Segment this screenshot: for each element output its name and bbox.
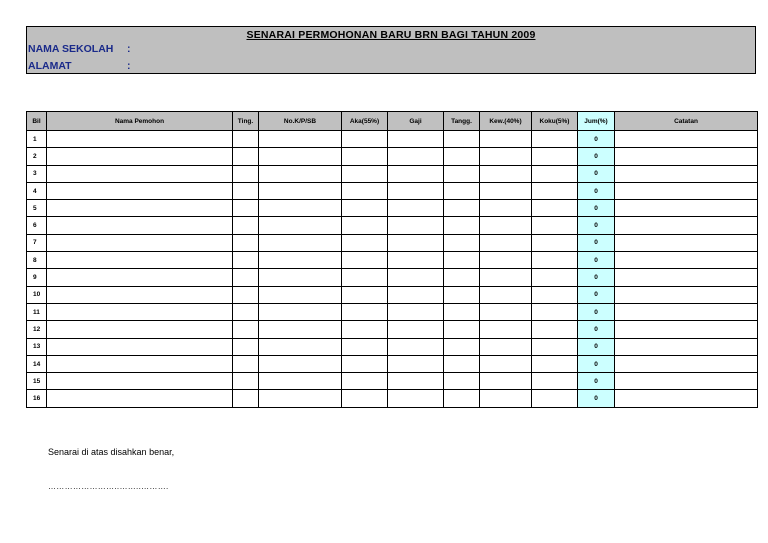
kew-cell[interactable] xyxy=(480,165,532,182)
kew-cell[interactable] xyxy=(480,390,532,407)
aka-cell[interactable] xyxy=(342,390,388,407)
ting-cell[interactable] xyxy=(233,269,259,286)
koku-cell[interactable] xyxy=(532,321,578,338)
row-number-cell: 4 xyxy=(27,182,47,199)
koku-cell[interactable] xyxy=(532,252,578,269)
catatan-cell[interactable] xyxy=(615,390,758,407)
address-colon: : xyxy=(127,60,131,72)
aka-cell[interactable] xyxy=(342,373,388,390)
row-number-cell: 16 xyxy=(27,390,47,407)
catatan-cell[interactable] xyxy=(615,148,758,165)
applicant-table xyxy=(26,111,758,408)
kew-cell[interactable] xyxy=(480,217,532,234)
kew-cell[interactable] xyxy=(480,200,532,217)
ting-cell[interactable] xyxy=(233,252,259,269)
col-header-koku: Koku(5%) xyxy=(532,112,578,131)
kew-cell[interactable] xyxy=(480,355,532,372)
nama-pemohon-cell[interactable] xyxy=(47,303,233,320)
jum-cell: 0 xyxy=(578,234,615,251)
jum-cell: 0 xyxy=(578,165,615,182)
catatan-cell[interactable] xyxy=(615,165,758,182)
catatan-cell[interactable] xyxy=(615,217,758,234)
catatan-cell[interactable] xyxy=(615,303,758,320)
gaji-cell[interactable] xyxy=(388,165,444,182)
ting-cell[interactable] xyxy=(233,390,259,407)
catatan-cell[interactable] xyxy=(615,234,758,251)
aka-cell[interactable] xyxy=(342,321,388,338)
koku-cell[interactable] xyxy=(532,182,578,199)
certification-note: Senarai di atas disahkan benar, xyxy=(48,447,175,457)
ting-cell[interactable] xyxy=(233,286,259,303)
koku-cell[interactable] xyxy=(532,148,578,165)
nama-pemohon-cell[interactable] xyxy=(47,217,233,234)
aka-cell[interactable] xyxy=(342,165,388,182)
row-number-cell: 12 xyxy=(27,321,47,338)
gaji-cell[interactable] xyxy=(388,303,444,320)
aka-cell[interactable] xyxy=(342,355,388,372)
col-header-nama-pemohon: Nama Pemohon xyxy=(47,112,233,131)
koku-cell[interactable] xyxy=(532,373,578,390)
kew-cell[interactable] xyxy=(480,373,532,390)
no-kp-cell[interactable] xyxy=(259,303,342,320)
jum-cell: 0 xyxy=(578,355,615,372)
ting-cell[interactable] xyxy=(233,131,259,148)
row-number-cell: 6 xyxy=(27,217,47,234)
tangg-cell[interactable] xyxy=(444,338,480,355)
table-row xyxy=(27,148,758,165)
table-row xyxy=(27,321,758,338)
no-kp-cell[interactable] xyxy=(259,148,342,165)
sheet-header xyxy=(26,26,756,74)
col-header-aka: Aka(55%) xyxy=(342,112,388,131)
catatan-cell[interactable] xyxy=(615,131,758,148)
catatan-cell[interactable] xyxy=(615,269,758,286)
nama-pemohon-cell[interactable] xyxy=(47,269,233,286)
kew-cell[interactable] xyxy=(480,252,532,269)
ting-cell[interactable] xyxy=(233,373,259,390)
nama-pemohon-cell[interactable] xyxy=(47,200,233,217)
col-header-catatan: Catatan xyxy=(615,112,758,131)
col-header-tangg: Tangg. xyxy=(444,112,480,131)
ting-cell[interactable] xyxy=(233,217,259,234)
tangg-cell[interactable] xyxy=(444,182,480,199)
aka-cell[interactable] xyxy=(342,269,388,286)
ting-cell[interactable] xyxy=(233,321,259,338)
no-kp-cell[interactable] xyxy=(259,252,342,269)
row-number-cell: 10 xyxy=(27,286,47,303)
aka-cell[interactable] xyxy=(342,286,388,303)
aka-cell[interactable] xyxy=(342,252,388,269)
ting-cell[interactable] xyxy=(233,234,259,251)
row-number-cell: 7 xyxy=(27,234,47,251)
tangg-cell[interactable] xyxy=(444,252,480,269)
gaji-cell[interactable] xyxy=(388,390,444,407)
table-header-row xyxy=(27,112,758,131)
koku-cell[interactable] xyxy=(532,217,578,234)
jum-cell: 0 xyxy=(578,148,615,165)
jum-cell: 0 xyxy=(578,373,615,390)
tangg-cell[interactable] xyxy=(444,355,480,372)
tangg-cell[interactable] xyxy=(444,131,480,148)
jum-cell: 0 xyxy=(578,286,615,303)
jum-cell: 0 xyxy=(578,321,615,338)
gaji-cell[interactable] xyxy=(388,321,444,338)
tangg-cell[interactable] xyxy=(444,148,480,165)
jum-cell: 0 xyxy=(578,200,615,217)
nama-pemohon-cell[interactable] xyxy=(47,131,233,148)
catatan-cell[interactable] xyxy=(615,373,758,390)
tangg-cell[interactable] xyxy=(444,165,480,182)
no-kp-cell[interactable] xyxy=(259,286,342,303)
row-number-cell: 15 xyxy=(27,373,47,390)
table-row xyxy=(27,269,758,286)
ting-cell[interactable] xyxy=(233,338,259,355)
address-row xyxy=(28,60,131,72)
school-name-colon: : xyxy=(127,43,131,55)
gaji-cell[interactable] xyxy=(388,355,444,372)
tangg-cell[interactable] xyxy=(444,234,480,251)
sheet-title: SENARAI PERMOHONAN BARU BRN BAGI TAHUN 2009 xyxy=(246,29,536,41)
koku-cell[interactable] xyxy=(532,165,578,182)
jum-cell: 0 xyxy=(578,338,615,355)
gaji-cell[interactable] xyxy=(388,373,444,390)
catatan-cell[interactable] xyxy=(615,355,758,372)
tangg-cell[interactable] xyxy=(444,217,480,234)
no-kp-cell[interactable] xyxy=(259,373,342,390)
row-number-cell: 2 xyxy=(27,148,47,165)
aka-cell[interactable] xyxy=(342,131,388,148)
ting-cell[interactable] xyxy=(233,200,259,217)
koku-cell[interactable] xyxy=(532,131,578,148)
tangg-cell[interactable] xyxy=(444,200,480,217)
tangg-cell[interactable] xyxy=(444,269,480,286)
no-kp-cell[interactable] xyxy=(259,200,342,217)
col-header-kew: Kew.(40%) xyxy=(480,112,532,131)
signature-line: ……………………..……..………. xyxy=(48,482,169,491)
table-row xyxy=(27,131,758,148)
row-number-cell: 1 xyxy=(27,131,47,148)
koku-cell[interactable] xyxy=(532,338,578,355)
nama-pemohon-cell[interactable] xyxy=(47,390,233,407)
no-kp-cell[interactable] xyxy=(259,269,342,286)
kew-cell[interactable] xyxy=(480,321,532,338)
gaji-cell[interactable] xyxy=(388,182,444,199)
kew-cell[interactable] xyxy=(480,286,532,303)
nama-pemohon-cell[interactable] xyxy=(47,182,233,199)
jum-cell: 0 xyxy=(578,217,615,234)
catatan-cell[interactable] xyxy=(615,321,758,338)
gaji-cell[interactable] xyxy=(388,200,444,217)
nama-pemohon-cell[interactable] xyxy=(47,252,233,269)
table-row xyxy=(27,165,758,182)
no-kp-cell[interactable] xyxy=(259,355,342,372)
no-kp-cell[interactable] xyxy=(259,182,342,199)
row-number-cell: 3 xyxy=(27,165,47,182)
tangg-cell[interactable] xyxy=(444,373,480,390)
col-header-no-kp: No.K/P/SB xyxy=(259,112,342,131)
gaji-cell[interactable] xyxy=(388,338,444,355)
table-row xyxy=(27,390,758,407)
nama-pemohon-cell[interactable] xyxy=(47,286,233,303)
table-row xyxy=(27,355,758,372)
nama-pemohon-cell[interactable] xyxy=(47,373,233,390)
catatan-cell[interactable] xyxy=(615,286,758,303)
tangg-cell[interactable] xyxy=(444,286,480,303)
nama-pemohon-cell[interactable] xyxy=(47,355,233,372)
aka-cell[interactable] xyxy=(342,182,388,199)
aka-cell[interactable] xyxy=(342,303,388,320)
col-header-gaji: Gaji xyxy=(388,112,444,131)
gaji-cell[interactable] xyxy=(388,252,444,269)
row-number-cell: 14 xyxy=(27,355,47,372)
koku-cell[interactable] xyxy=(532,234,578,251)
ting-cell[interactable] xyxy=(233,355,259,372)
koku-cell[interactable] xyxy=(532,355,578,372)
ting-cell[interactable] xyxy=(233,165,259,182)
no-kp-cell[interactable] xyxy=(259,338,342,355)
koku-cell[interactable] xyxy=(532,286,578,303)
jum-cell: 0 xyxy=(578,269,615,286)
catatan-cell[interactable] xyxy=(615,252,758,269)
tangg-cell[interactable] xyxy=(444,321,480,338)
row-number-cell: 11 xyxy=(27,303,47,320)
no-kp-cell[interactable] xyxy=(259,165,342,182)
table-row xyxy=(27,200,758,217)
table-row xyxy=(27,373,758,390)
gaji-cell[interactable] xyxy=(388,234,444,251)
nama-pemohon-cell[interactable] xyxy=(47,148,233,165)
col-header-jum: Jum(%) xyxy=(578,112,615,131)
tangg-cell[interactable] xyxy=(444,390,480,407)
jum-cell: 0 xyxy=(578,131,615,148)
ting-cell[interactable] xyxy=(233,148,259,165)
table-row xyxy=(27,286,758,303)
no-kp-cell[interactable] xyxy=(259,131,342,148)
table-row xyxy=(27,303,758,320)
gaji-cell[interactable] xyxy=(388,269,444,286)
aka-cell[interactable] xyxy=(342,148,388,165)
table-row xyxy=(27,182,758,199)
nama-pemohon-cell[interactable] xyxy=(47,338,233,355)
jum-cell: 0 xyxy=(578,182,615,199)
row-number-cell: 8 xyxy=(27,252,47,269)
koku-cell[interactable] xyxy=(532,303,578,320)
nama-pemohon-cell[interactable] xyxy=(47,321,233,338)
koku-cell[interactable] xyxy=(532,390,578,407)
address-label: ALAMAT xyxy=(28,60,72,72)
ting-cell[interactable] xyxy=(233,182,259,199)
no-kp-cell[interactable] xyxy=(259,234,342,251)
gaji-cell[interactable] xyxy=(388,286,444,303)
table-row xyxy=(27,217,758,234)
col-header-bil: Bil xyxy=(27,112,47,131)
no-kp-cell[interactable] xyxy=(259,217,342,234)
gaji-cell[interactable] xyxy=(388,131,444,148)
kew-cell[interactable] xyxy=(480,269,532,286)
aka-cell[interactable] xyxy=(342,217,388,234)
school-name-label: NAMA SEKOLAH xyxy=(28,43,114,55)
kew-cell[interactable] xyxy=(480,131,532,148)
no-kp-cell[interactable] xyxy=(259,390,342,407)
no-kp-cell[interactable] xyxy=(259,321,342,338)
gaji-cell[interactable] xyxy=(388,217,444,234)
aka-cell[interactable] xyxy=(342,338,388,355)
kew-cell[interactable] xyxy=(480,338,532,355)
table-row xyxy=(27,234,758,251)
kew-cell[interactable] xyxy=(480,303,532,320)
table-row xyxy=(27,338,758,355)
catatan-cell[interactable] xyxy=(615,338,758,355)
aka-cell[interactable] xyxy=(342,200,388,217)
catatan-cell[interactable] xyxy=(615,200,758,217)
aka-cell[interactable] xyxy=(342,234,388,251)
col-header-ting: Ting. xyxy=(233,112,259,131)
nama-pemohon-cell[interactable] xyxy=(47,165,233,182)
row-number-cell: 5 xyxy=(27,200,47,217)
ting-cell[interactable] xyxy=(233,303,259,320)
row-number-cell: 13 xyxy=(27,338,47,355)
gaji-cell[interactable] xyxy=(388,148,444,165)
catatan-cell[interactable] xyxy=(615,182,758,199)
kew-cell[interactable] xyxy=(480,234,532,251)
kew-cell[interactable] xyxy=(480,148,532,165)
table-row xyxy=(27,252,758,269)
nama-pemohon-cell[interactable] xyxy=(47,234,233,251)
school-name-row xyxy=(28,43,131,55)
kew-cell[interactable] xyxy=(480,182,532,199)
jum-cell: 0 xyxy=(578,390,615,407)
tangg-cell[interactable] xyxy=(444,303,480,320)
row-number-cell: 9 xyxy=(27,269,47,286)
koku-cell[interactable] xyxy=(532,269,578,286)
koku-cell[interactable] xyxy=(532,200,578,217)
jum-cell: 0 xyxy=(578,303,615,320)
jum-cell: 0 xyxy=(578,252,615,269)
